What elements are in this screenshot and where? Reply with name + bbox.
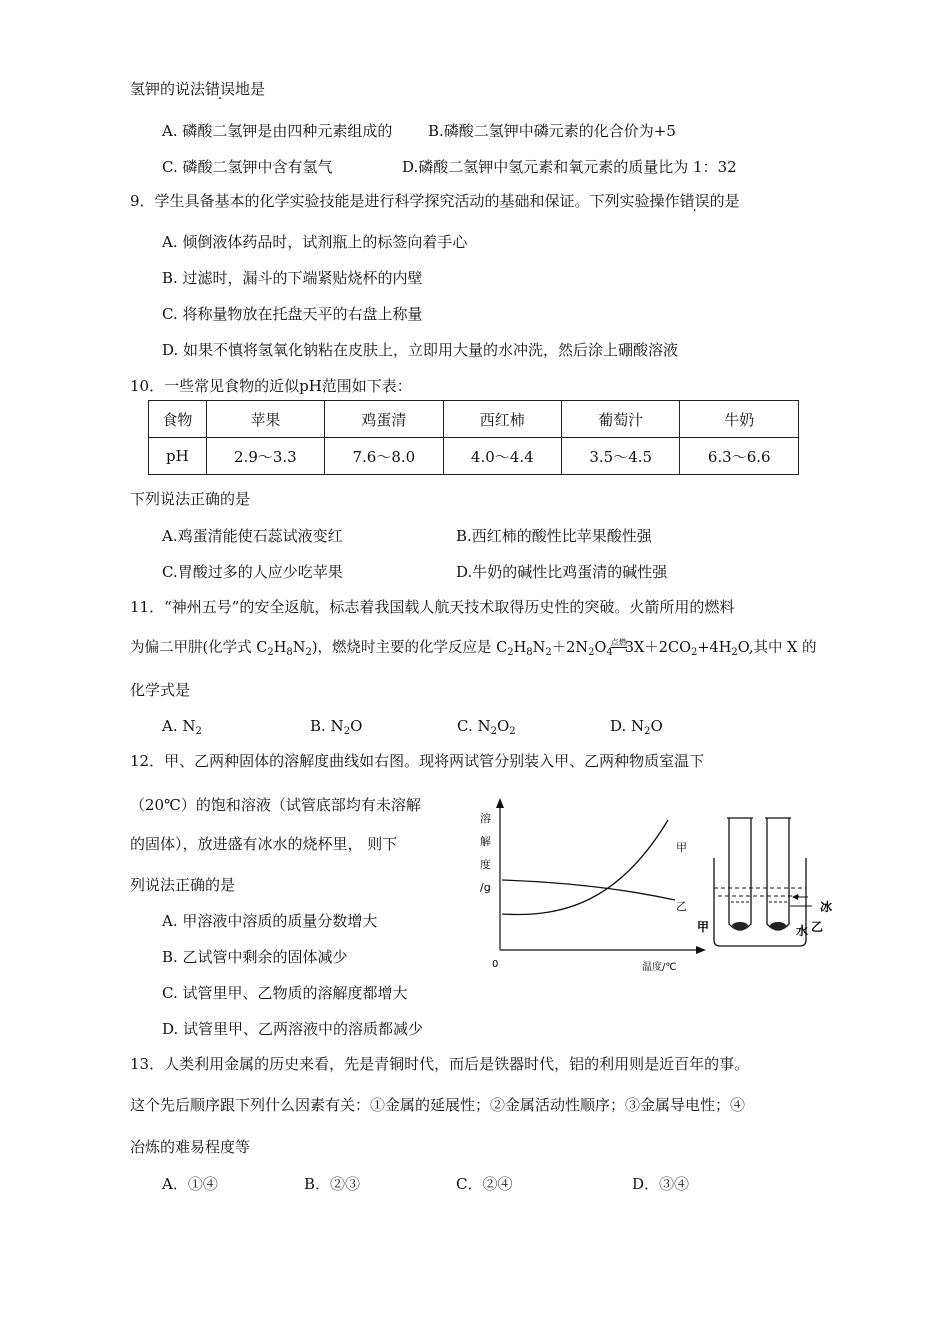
q12-option-a[interactable]: A. 甲溶液中溶质的质量分数增大 [162, 912, 378, 930]
subscript: 2 [691, 647, 698, 658]
subscript: 2 [343, 726, 351, 737]
subscript: 2 [267, 647, 274, 658]
label-shui: 水 [796, 924, 809, 938]
q10-prompt: 下列说法正确的是 [130, 490, 251, 508]
y-axis-label-char: 溶 [480, 812, 491, 825]
ph-table-cell: 3.5～4.5 [562, 438, 680, 475]
curve-jia [502, 820, 668, 915]
q12-stem-line1: 12．甲、乙两种固体的溶解度曲线如右图。现将两试管分别装入甲、乙两种物质室温下 [130, 752, 705, 770]
test-tube-jia [729, 818, 751, 930]
label-jia: 甲 [697, 920, 710, 934]
q11-stem-line2 [130, 638, 817, 663]
subscript: 2 [545, 647, 552, 658]
label-yi: 乙 [811, 920, 824, 934]
q9-stem [130, 191, 740, 211]
q11-option-b[interactable] [310, 716, 362, 742]
ph-table-cell: pH [149, 438, 207, 475]
q11-option-text: B. N [310, 717, 344, 735]
q11-text: +4H [697, 640, 732, 656]
q11-text: 3X＋2CO [624, 640, 692, 656]
q8-stem-emphasis: 错误 [205, 80, 236, 98]
solubility-figure [470, 790, 850, 980]
q11-text: )，燃烧时主要的化学反应是 C [311, 640, 508, 656]
subscript: 2 [644, 726, 651, 737]
beaker [714, 858, 809, 946]
ph-table-header-cell: 苹果 [206, 401, 324, 438]
q11-text: O [594, 640, 607, 656]
subscript: 2 [588, 647, 595, 658]
q9-stem-emphasis: 错误 [679, 192, 710, 210]
q11-option-text: O [650, 717, 663, 735]
q13-option-b[interactable]: B．②③ [304, 1175, 361, 1193]
x-axis-label: 温度/℃ [642, 962, 677, 973]
q10-option-a[interactable]: A.鸡蛋清能使石蕊试液变红 [162, 527, 343, 545]
q8-option-c[interactable]: C. 磷酸二氢钾中含有氢气 [162, 158, 333, 176]
ph-table-header-cell: 牛奶 [680, 401, 799, 438]
reaction-condition: 点燃 [610, 638, 627, 647]
subscript: 2 [731, 647, 738, 658]
solubility-chart [480, 798, 706, 973]
beaker-apparatus [697, 818, 832, 946]
q13-option-c[interactable]: C．②④ [456, 1175, 513, 1193]
q13-stem-line1: 13．人类利用金属的历史来看，先是青铜时代，而后是铁器时代，铝的利用则是近百年的事。 [130, 1055, 750, 1073]
subscript: 2 [195, 726, 202, 737]
x-axis-arrow [696, 946, 706, 954]
test-tube-yi [767, 818, 789, 930]
q10-option-d[interactable]: D.牛奶的碱性比鸡蛋清的碱性强 [456, 563, 668, 581]
q11-option-c[interactable] [457, 716, 516, 742]
subscript: 2 [305, 647, 312, 658]
undissolved-solid-jia [732, 922, 748, 930]
q8-stem [130, 79, 265, 99]
q11-text: O,其中 X 的 [737, 640, 817, 656]
q8-stem-text: 氢钾的说法 [130, 80, 206, 98]
ph-table-header-row [149, 401, 799, 438]
q11-stem-line3: 化学式是 [130, 681, 191, 699]
q9-stem-text-end: 的是 [709, 192, 740, 210]
q11-option-text: D. N [610, 717, 645, 735]
q13-option-d[interactable]: D．③④ [632, 1175, 690, 1193]
q12-stem-line4: 列说法正确的是 [130, 876, 236, 894]
ph-table-header-cell: 食物 [149, 401, 207, 438]
q11-text: N [532, 640, 546, 656]
q9-option-c[interactable]: C. 将称量物放在托盘天平的右盘上称量 [162, 305, 423, 323]
ph-table-header-cell: 葡萄汁 [562, 401, 680, 438]
subscript: 2 [509, 726, 516, 737]
ph-table-cell: 6.3～6.6 [680, 438, 799, 475]
curve-yi [502, 880, 675, 900]
q13-stem-line2: 这个先后顺序跟下列什么因素有关：①金属的延展性；②金属活动性顺序；③金属导电性；④ [130, 1096, 746, 1114]
ph-table-header-cell: 鸡蛋清 [325, 401, 443, 438]
q9-option-b[interactable]: B. 过滤时，漏斗的下端紧贴烧杯的内壁 [162, 269, 423, 287]
ph-table-row [149, 438, 799, 475]
ph-table-cell: 7.6～8.0 [325, 438, 443, 475]
q9-stem-text: 9．学生具备基本的化学实验技能是进行科学探究活动的基础和保证。下列实验操作 [130, 192, 680, 210]
q11-option-text: O [496, 717, 510, 735]
q10-option-c[interactable]: C.胃酸过多的人应少吃苹果 [162, 563, 343, 581]
q9-option-d[interactable]: D. 如果不慎将氢氧化钠粘在皮肤上，立即用大量的水冲洗，然后涂上硼酸溶液 [162, 341, 679, 359]
label-bing: 冰 [820, 900, 833, 914]
y-axis-label-char: 解 [480, 835, 491, 848]
q12-stem-line3: 的固体），放进盛有冰水的烧杯里， 则下 [130, 835, 398, 853]
y-axis-arrow [496, 798, 504, 808]
ph-table-header-cell: 西红柿 [443, 401, 561, 438]
q11-text: 为偏二甲肼(化学式 C [130, 640, 268, 656]
curve-yi-label: 乙 [676, 900, 687, 913]
ph-table-cell: 4.0～4.4 [443, 438, 561, 475]
q11-option-text: O [350, 717, 363, 735]
q11-text: ＋2N [551, 640, 589, 656]
subscript: 4 [606, 647, 613, 658]
q13-stem-line3: 冶炼的难易程度等 [130, 1138, 251, 1156]
subscript: 8 [286, 647, 293, 658]
q8-stem-text-end: 地是 [235, 80, 266, 98]
q11-option-text: C. N [457, 717, 491, 735]
q10-stem: 10．一些常见食物的近似pH范围如下表： [130, 377, 412, 395]
q13-option-a[interactable]: A．①④ [162, 1175, 218, 1193]
q11-text: H [273, 640, 287, 656]
q11-text: N [292, 640, 306, 656]
pointer-arrow [792, 894, 798, 900]
ph-table-cell: 2.9～3.3 [206, 438, 324, 475]
subscript: 2 [490, 726, 497, 737]
q12-option-d[interactable]: D. 试管里甲、乙两溶液中的溶质都减少 [162, 1020, 424, 1038]
q8-option-d[interactable]: D.磷酸二氢钾中氢元素和氧元素的质量比为 1：32 [402, 158, 737, 176]
q10-option-b[interactable]: B.西红柿的酸性比苹果酸性强 [456, 527, 652, 545]
q8-option-a[interactable]: A. 磷酸二氢钾是由四种元素组成的 [162, 122, 393, 140]
y-axis-label-char: 度 [480, 858, 491, 871]
q12-option-b[interactable]: B. 乙试管中剩余的固体减少 [162, 948, 348, 966]
q12-option-c[interactable]: C. 试管里甲、乙物质的溶解度都增大 [162, 984, 408, 1002]
q11-option-text: A. N [162, 717, 196, 735]
q11-stem-line1: 11．“神州五号”的安全返航，标志着我国载人航天技术取得历史性的突破。火箭所用的燃料 [130, 598, 735, 616]
q8-option-b[interactable]: B.磷酸二氢钾中磷元素的化合价为+5 [428, 122, 676, 140]
y-axis-label-char: /g [480, 881, 491, 894]
origin-label: 0 [492, 959, 499, 970]
q11-option-a[interactable] [162, 716, 202, 742]
ph-table [148, 400, 799, 475]
curve-jia-label: 甲 [676, 841, 687, 854]
q12-stem-line2: （20℃）的饱和溶液（试管底部均有未溶解 [130, 796, 421, 814]
q9-option-a[interactable]: A. 倾倒液体药品时，试剂瓶上的标签向着手心 [162, 233, 468, 251]
q11-text: H [513, 640, 527, 656]
subscript: 8 [526, 647, 533, 658]
subscript: 2 [507, 647, 514, 658]
q11-option-d[interactable] [610, 716, 663, 742]
undissolved-solid-yi [770, 922, 786, 930]
